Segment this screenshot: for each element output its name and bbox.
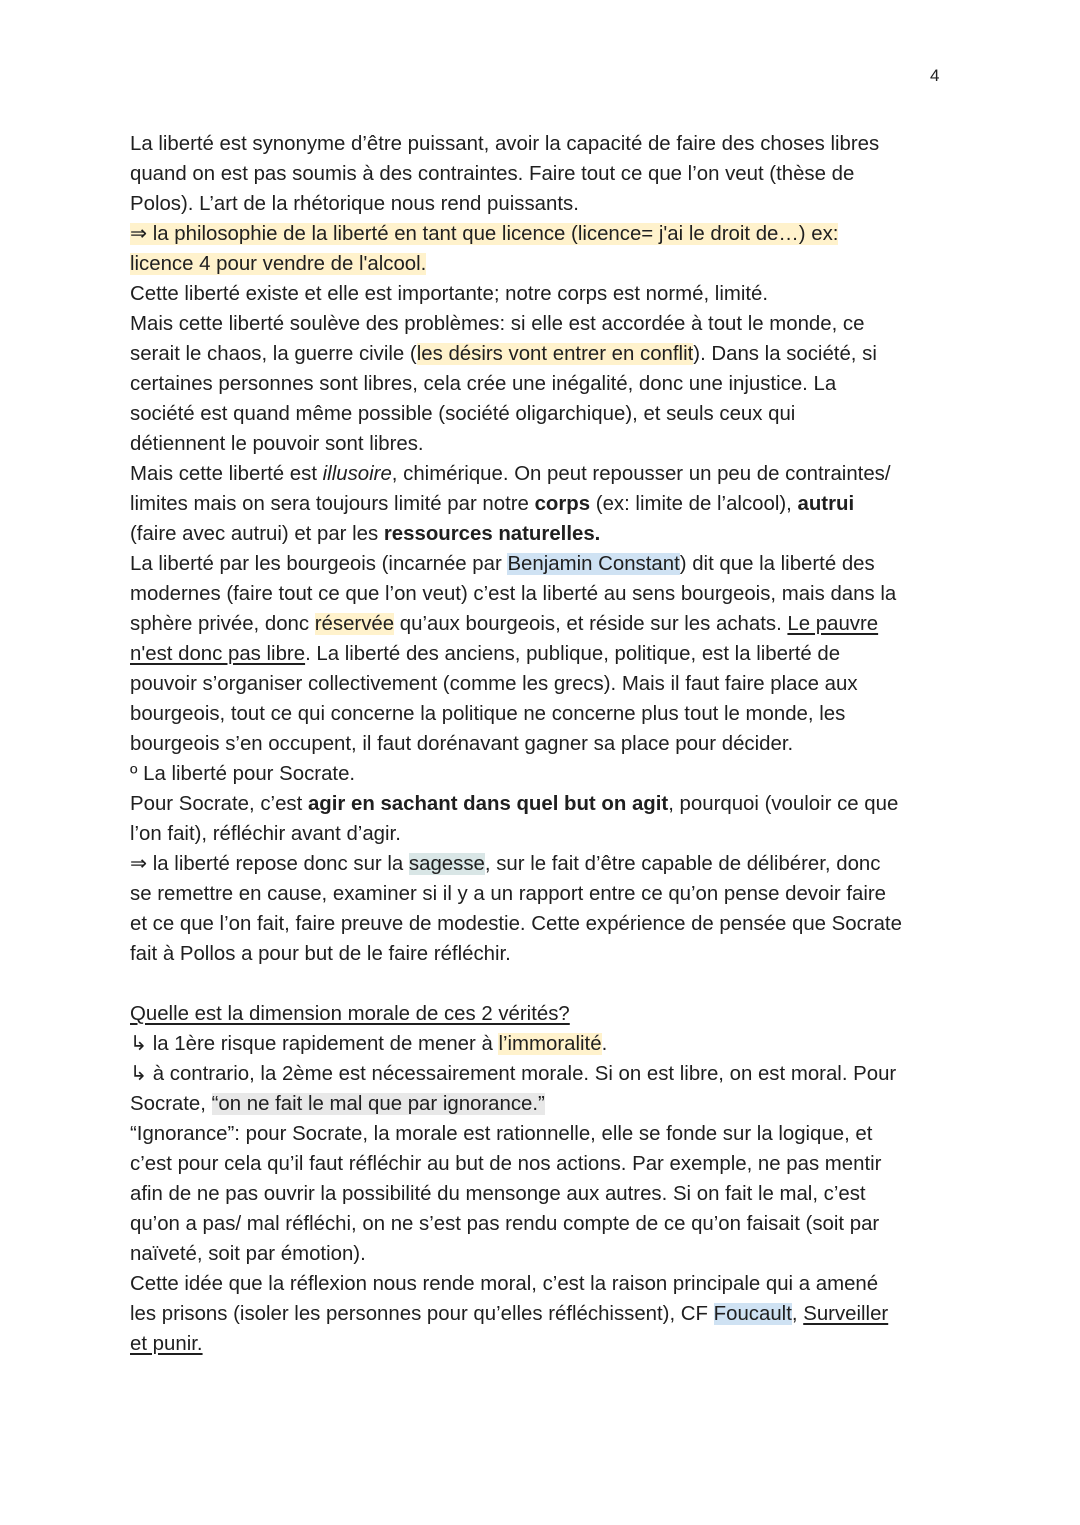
text-segment: , chimérique. On peut repousser un peu de contraintes/ (391, 463, 891, 485)
text-segment: pouvoir s’organiser collectivement (comme les grecs). Mais il faut faire place aux (130, 673, 858, 695)
text-line (130, 1059, 960, 1089)
text-segment: fait à Pollos a pour but de le faire réfléchir. (130, 943, 511, 965)
styled-text-i: illusoire (322, 463, 392, 485)
text-line (130, 489, 960, 519)
styled-text-u: Surveiller (803, 1303, 889, 1325)
text-line (130, 219, 960, 249)
styled-text-u: Le pauvre (787, 613, 879, 635)
text-segment: société est quand même possible (société oligarchique), et seuls ceux qui (130, 403, 796, 425)
styled-text-hl-blue: Foucault (713, 1303, 792, 1325)
text-segment: ↳ à contrario, la 2ème est nécessairement morale. Si on est libre, on est moral. Pour (130, 1063, 897, 1085)
text-line (130, 999, 960, 1029)
text-segment: La liberté par les bourgeois (incarnée par (130, 553, 508, 575)
text-line (130, 669, 960, 699)
text-line (130, 339, 960, 369)
text-line (130, 129, 960, 159)
text-line (130, 159, 960, 189)
text-line (130, 699, 960, 729)
text-line (130, 1239, 960, 1269)
text-segment: se remettre en cause, examiner si il y a un rapport entre ce qu’on pense devoir faire (130, 883, 886, 905)
styled-text-b: corps (534, 493, 591, 515)
text-line (130, 1089, 960, 1119)
text-line (130, 759, 960, 789)
text-segment: qu’on a pas/ mal réfléchi, on ne s’est pas rendu compte de ce qu’on faisait (soit par (130, 1213, 880, 1235)
text-line (130, 1329, 960, 1359)
text-segment: qu’aux bourgeois, et réside sur les achats. (394, 613, 788, 635)
text-segment: les prisons (isoler les personnes pour qu’elles réfléchissent), CF (130, 1303, 714, 1325)
text-line (130, 519, 960, 549)
text-line (130, 579, 960, 609)
text-segment: limites mais on sera toujours limité par notre (130, 493, 535, 515)
text-segment: º La liberté pour Socrate. (130, 763, 356, 785)
text-line (130, 1179, 960, 1209)
text-line (130, 549, 960, 579)
text-segment: (faire avec autrui) et par les (130, 523, 384, 545)
styled-text-hl-gray: “on ne fait le mal que par ignorance.” (211, 1093, 545, 1115)
text-segment: quand on est pas soumis à des contraintes. Faire tout ce que l’on veut (thèse de (130, 163, 855, 185)
text-segment: certaines personnes sont libres, cela crée une inégalité, donc une injustice. La (130, 373, 837, 395)
text-line (130, 789, 960, 819)
styled-text-hl-yellow: ⇒ la philosophie de la liberté en tant que licence (licence= j'ai le droit de…) ex: (130, 223, 839, 245)
text-line (130, 1119, 960, 1149)
styled-text-hl-yellow: réservée (314, 613, 395, 635)
text-segment: bourgeois s’en occupent, il faut dorénavant gagner sa place pour décider. (130, 733, 794, 755)
text-line (130, 939, 960, 969)
text-line (130, 459, 960, 489)
text-line (130, 909, 960, 939)
styled-text-b: agir en sachant dans quel but on agit (307, 793, 669, 815)
text-segment: bourgeois, tout ce qui concerne la politique ne concerne plus tout le monde, les (130, 703, 846, 725)
text-line (130, 369, 960, 399)
text-segment: ⇒ la liberté repose donc sur la (130, 853, 409, 875)
document-body (130, 129, 960, 1359)
text-line (130, 879, 960, 909)
text-line (130, 1209, 960, 1239)
text-segment: l’on fait), réfléchir avant d’agir. (130, 823, 401, 845)
text-segment: et ce que l’on fait, faire preuve de modestie. Cette expérience de pensée que Socrate (130, 913, 902, 935)
text-line (130, 1269, 960, 1299)
text-line (130, 729, 960, 759)
text-segment: Cette idée que la réflexion nous rende moral, c’est la raison principale qui a amené (130, 1273, 879, 1295)
styled-text-u: et punir. (130, 1333, 203, 1355)
styled-text-u: n'est donc pas libre (130, 643, 306, 665)
text-segment: serait le chaos, la guerre civile ( (130, 343, 417, 365)
text-segment: ) dit que la liberté des (679, 553, 875, 575)
text-line (130, 399, 960, 429)
text-segment: sphère privée, donc (130, 613, 315, 635)
text-segment: afin de ne pas ouvrir la possibilité du mensonge aux autres. Si on fait le mal, c’est (130, 1183, 866, 1205)
text-segment: détiennent le pouvoir sont libres. (130, 433, 424, 455)
text-segment: ). Dans la société, si (693, 343, 877, 365)
styled-text-hl-yellow: les désirs vont entrer en conflit (416, 343, 694, 365)
text-line (130, 1029, 960, 1059)
text-segment: (ex: limite de l’alcool), (590, 493, 798, 515)
styled-text-u: Quelle est la dimension morale de ces 2 vérités? (130, 1003, 570, 1025)
text-segment: La liberté est synonyme d’être puissant, avoir la capacité de faire des choses libres (130, 133, 880, 155)
text-segment: . La liberté des anciens, publique, politique, est la liberté de (305, 643, 841, 665)
text-line (130, 819, 960, 849)
text-line (130, 1149, 960, 1179)
text-line (130, 849, 960, 879)
text-segment: Socrate, (130, 1093, 212, 1115)
text-line (130, 309, 960, 339)
text-segment: , sur le fait d’être capable de délibérer, donc (484, 853, 881, 875)
styled-text-hl-yellow: l’immoralité (498, 1033, 602, 1055)
text-segment: Pour Socrate, c’est (130, 793, 308, 815)
text-line (130, 609, 960, 639)
styled-text-hl-teal: sagesse (408, 853, 485, 875)
text-line (130, 639, 960, 669)
page-number: 4 (930, 66, 940, 85)
styled-text-hl-yellow: licence 4 pour vendre de l'alcool. (130, 253, 427, 275)
text-line (130, 189, 960, 219)
text-segment: Cette liberté existe et elle est importante; notre corps est normé, limité. (130, 283, 769, 305)
text-segment: “Ignorance”: pour Socrate, la morale est rationnelle, elle se fonde sur la logique, et (130, 1123, 873, 1145)
styled-text-b: autrui (797, 493, 855, 515)
text-segment: naïveté, soit par émotion). (130, 1243, 366, 1265)
text-line (130, 1299, 960, 1329)
styled-text-b: ressources naturelles. (383, 523, 601, 545)
text-segment: , (791, 1303, 804, 1325)
text-segment: Mais cette liberté soulève des problèmes: si elle est accordée à tout le monde, ce (130, 313, 865, 335)
text-segment: Polos). L’art de la rhétorique nous rend puissants. (130, 193, 579, 215)
text-segment: ↳ la 1ère risque rapidement de mener à (130, 1033, 499, 1055)
text-segment: . (601, 1033, 608, 1055)
text-line (130, 279, 960, 309)
text-line (130, 429, 960, 459)
styled-text-hl-blue: Benjamin Constant (507, 553, 680, 575)
text-segment: , pourquoi (vouloir ce que (668, 793, 899, 815)
blank-line (130, 969, 960, 999)
text-segment: c’est pour cela qu’il faut réfléchir au but de nos actions. Par exemple, ne pas mentir (130, 1153, 882, 1175)
text-segment: Mais cette liberté est (130, 463, 323, 485)
text-line (130, 249, 960, 279)
text-segment: modernes (faire tout ce que l’on veut) c’est la liberté au sens bourgeois, mais dans la (130, 583, 897, 605)
